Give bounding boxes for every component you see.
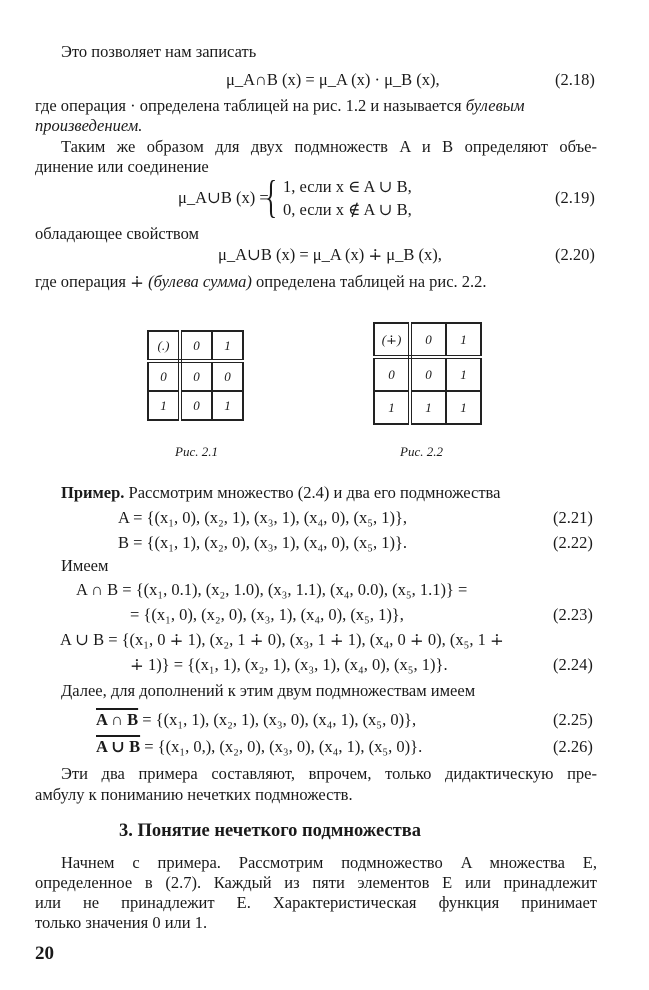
equation-2-20: μ_A∪B (x) = μ_A (x) ∔ μ_B (x), [218, 245, 442, 264]
text-line: Это позволяет нам записать [61, 42, 257, 61]
truth-table-sum [373, 322, 482, 425]
table-cell: 0 [410, 323, 446, 357]
equation-number: (2.24) [553, 655, 593, 674]
table-cell: 1 [446, 391, 481, 424]
text-line: Начнем с примера. Рассмотрим подмножество A множества E, [61, 853, 597, 872]
italic-term: (булева сумма) [148, 272, 252, 291]
table-cell: 1 [212, 391, 243, 420]
complement-expression: A ∩ B [96, 710, 139, 729]
equation-number: (2.18) [555, 70, 595, 89]
page-number: 20 [35, 943, 54, 964]
table-row [374, 323, 481, 357]
table-cell: 0 [180, 361, 212, 391]
figure-caption: Рис. 2.1 [175, 444, 218, 459]
equation-2-23-line1: A ∩ B = {(x₁, 0.1), (x₂, 1.0), (x₃, 1.1), (x₄, 0.0), (x₅, 1.1)} = [76, 580, 468, 599]
text-line [61, 483, 500, 503]
table-cell: (∔) [374, 323, 410, 357]
text-line: определенное в (2.7). Каждый из пяти элементов E или принадлежит [35, 873, 597, 892]
text-line: Имеем [61, 556, 109, 575]
dot-plus-symbol: ∔ [130, 272, 144, 291]
table-cell: (.) [148, 331, 180, 361]
equation-number: (2.26) [553, 737, 593, 756]
equation-2-19-case1: 1, если x ∈ A ∪ B, [283, 177, 412, 196]
equation-2-21: A = {(x₁, 0), (x₂, 1), (x₃, 1), (x₄, 0), (x₅, 1)}, [118, 508, 407, 527]
text-span: где операция · определена таблицей на рис. 1.2 и называется [35, 96, 462, 115]
text-line: Далее, для дополнений к этим двум подмножествам имеем [61, 681, 476, 700]
equation-2-26 [96, 737, 422, 757]
equation-number: (2.22) [553, 533, 593, 552]
text-line: обладающее свойством [35, 224, 199, 243]
example-label: Пример. [61, 483, 125, 502]
italic-term: булевым [465, 96, 525, 115]
equation-2-22: B = {(x₁, 1), (x₂, 0), (x₃, 1), (x₄, 0), (x₅, 1)}. [118, 533, 407, 552]
table-cell: 1 [446, 323, 481, 357]
equation-number: (2.25) [553, 710, 593, 729]
equation-2-24-line1: A ∪ B = {(x₁, 0 ∔ 1), (x₂, 1 ∔ 0), (x₃, 1 ∔ 1), (x₄, 0 ∔ 0), (x₅, 1 ∔ [60, 630, 504, 649]
table-cell: 1 [446, 357, 481, 391]
equation-2-19-case2: 0, если x ∉ A ∪ B, [283, 200, 412, 219]
equation-2-25 [96, 710, 416, 730]
equation-2-18: μ_A∩B (x) = μ_A (x) · μ_B (x), [226, 70, 440, 89]
equation-number: (2.23) [553, 605, 593, 624]
table-cell: 0 [212, 361, 243, 391]
table-row [148, 391, 243, 420]
table-cell: 0 [410, 357, 446, 391]
table-cell: 0 [180, 391, 212, 420]
equation-number: (2.20) [555, 245, 595, 264]
text-line [35, 272, 487, 292]
equation-number: (2.21) [553, 508, 593, 527]
text-line [35, 96, 597, 116]
text-line: только значения 0 или 1. [35, 913, 208, 932]
truth-table-product [147, 330, 244, 421]
table-cell: 1 [374, 391, 410, 424]
text-span: определена таблицей на рис. 2.2. [255, 272, 487, 291]
equation-rhs: = {(x₁, 0,), (x₂, 0), (x₃, 0), (x₄, 1), (x₅, 0)}. [144, 737, 423, 756]
equation-2-23-line2: = {(x₁, 0), (x₂, 0), (x₃, 1), (x₄, 0), (x₅, 1)}, [130, 605, 404, 624]
table-row [148, 361, 243, 391]
figure-caption: Рис. 2.2 [400, 444, 443, 459]
complement-expression: A ∪ B [96, 737, 141, 756]
table-cell: 0 [374, 357, 410, 391]
equation-2-19-lhs: μ_A∪B (x) = [178, 188, 269, 207]
text-line: или не принадлежит E. Характеристическая функция принимает [35, 893, 597, 912]
section-title: 3. Понятие нечеткого подмножества [119, 821, 421, 841]
brace-symbol: { [265, 171, 278, 222]
table-cell: 1 [212, 331, 243, 361]
equation-2-24-line2: ∔ 1)} = {(x₁, 1), (x₂, 1), (x₃, 1), (x₄, 0), (x₅, 1)}. [130, 655, 448, 674]
table-cell: 1 [148, 391, 180, 420]
text-line: амбулу к пониманию нечетких подмножеств. [35, 785, 353, 804]
table-cell: 0 [180, 331, 212, 361]
equation-number: (2.19) [555, 188, 595, 207]
table-cell: 0 [148, 361, 180, 391]
table-row [374, 357, 481, 391]
table-row [374, 391, 481, 424]
text-line: Таким же образом для двух подмножеств A и B определяют объе- [61, 137, 597, 156]
table-row [148, 331, 243, 361]
equation-rhs: = {(x₁, 1), (x₂, 1), (x₃, 0), (x₄, 1), (x₅, 0)}, [142, 710, 417, 729]
table-cell: 1 [410, 391, 446, 424]
italic-term: произведением. [35, 116, 143, 135]
text-line: Эти два примера составляют, впрочем, только дидактическую пре- [61, 764, 597, 783]
text-line: динение или соединение [35, 157, 209, 176]
text-span: где операция [35, 272, 127, 291]
text-span: Рассмотрим множество (2.4) и два его подмножества [128, 483, 501, 502]
